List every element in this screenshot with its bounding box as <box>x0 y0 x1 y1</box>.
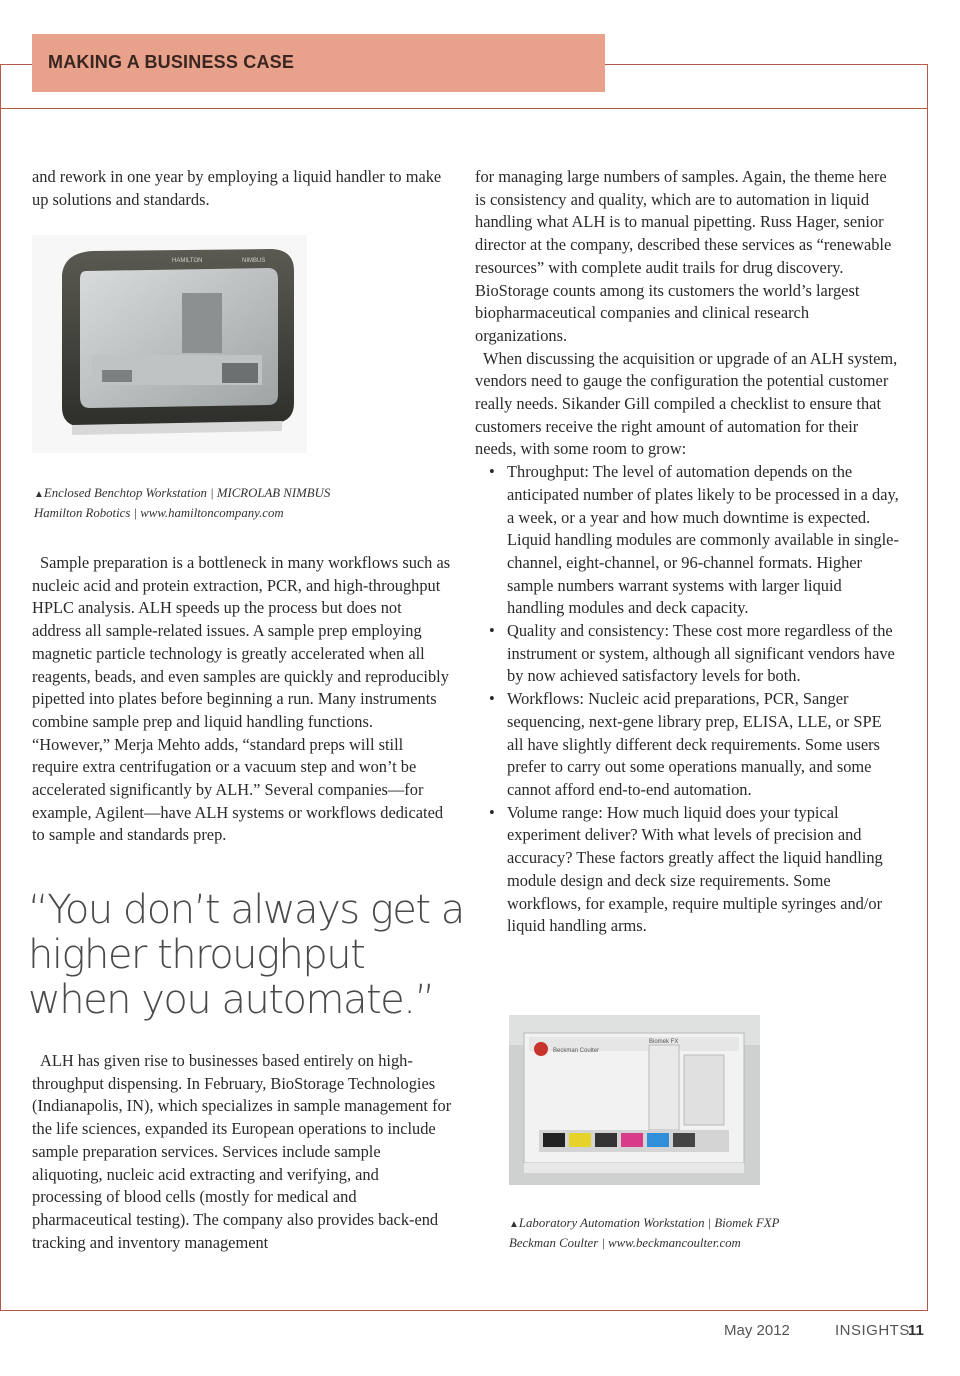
left-paragraph-2: Sample preparation is a bottleneck in many workflows such as nucleic acid and protein extraction, PCR, and high-throughput HPLC analysis. ALH speeds up the process but does not address all sample-related issues. A sample prep employing magnetic particle technology is greatly accelerated when all reagents, beads, and even samples are quickly and reproducibly pipetted into plates before beginning a run. Many instruments combine sample prep and liquid handling functions. “However,” Merja Mehto adds, “standard preps will still require extra centrifugation or a vacuum step and won’t be accelerated significantly by ALH.” Several companies—for example, Agilent—have ALH systems or workflows dedicated to sample and standards prep. <box>32 553 451 845</box>
footer-publication: INSIGHTS <box>835 1322 910 1339</box>
right-column-body <box>475 166 899 938</box>
frame-line-left <box>0 64 1 1310</box>
checklist-item-workflows: • Workflows: Nucleic acid preparations, PCR, Sanger sequencing, next-gene library prep, ELISA, LLE, or SPE all have slightly different deck requirements. Some users prefer to carry out some operations manually, and some cannot afford end-to-end automation. <box>475 688 899 802</box>
checklist-item-quality: • Quality and consistency: These cost more regardless of the instrument or system, although all significant vendors have by now achieved satisfactory levels for both. <box>475 620 899 688</box>
left-column-intro <box>32 166 452 211</box>
frame-line-right <box>927 64 928 1310</box>
checklist-item-throughput: • Throughput: The level of automation depends on the anticipated number of plates likely to be processed in a day, a week, or a year and how much downtime is expected. Liquid handling modules are commonly available in single-channel, eight-channel, or 96-channel formats. Higher sample numbers warrant systems with larger liquid handling modules and deck capacity. <box>475 461 899 620</box>
left-column-body <box>32 552 452 847</box>
brand-label: HAMILTON <box>172 258 203 264</box>
logo-icon <box>534 1042 548 1056</box>
laboratory-automation-workstation-image <box>509 1015 760 1185</box>
caption-hamilton-line1: Enclosed Benchtop Workstation | MICROLAB NIMBUS <box>43 486 331 500</box>
checklist-item-volume: • Volume range: How much liquid does your typical experiment deliver? With what levels of precision and accuracy? These factors greatly affect the liquid handling module design and deck size requirements. Some workflows, for example, require multiple syringes and/or liquid handling arms. <box>475 802 899 938</box>
caption-hamilton <box>34 484 454 522</box>
model-label: Biomek FX <box>649 1039 679 1045</box>
caption-hamilton-line2: Hamilton Robotics | www.hamiltoncompany.com <box>34 506 284 520</box>
caption-arrow-icon: ▲ <box>509 1219 519 1230</box>
model-label: NIMBUS <box>242 258 266 264</box>
liquid-handler-workstation-image <box>32 235 307 453</box>
checklist <box>475 461 899 938</box>
left-paragraph-3: ALH has given rise to businesses based entirely on high-throughput dispensing. In February, BioStorage Technologies (Indianapolis, IN), which specializes in sample management for the life sciences, expanded its European operations to include sample preparation services. Services include sample aliquoting, nucleic acid extracting and verifying, and processing of blood cells (mostly for medical and pharmaceutical testing). The company also provides back-end tracking and inventory management <box>32 1051 452 1252</box>
caption-beckman <box>509 1214 909 1252</box>
brand-label: Beckman Coulter <box>553 1048 600 1054</box>
frame-line-header-divider <box>0 108 928 109</box>
caption-beckman-line1: Laboratory Automation Workstation | Biomek FXP <box>518 1216 780 1230</box>
caption-arrow-icon: ▲ <box>34 489 44 500</box>
frame-line-top-left <box>0 64 32 65</box>
hamilton-nimbus-photo <box>32 235 307 453</box>
left-column-bottom <box>32 1050 452 1254</box>
beckman-biomek-photo <box>509 1015 760 1185</box>
section-header: MAKING A BUSINESS CASE <box>32 34 605 92</box>
footer-page-number: 11 <box>908 1322 924 1339</box>
frame-line-top-right <box>605 64 928 65</box>
right-paragraph-1: for managing large numbers of samples. Again, the theme here is consistency and quality, which are to automation in liquid handling what ALH is to manual pipetting. Russ Hager, senior director at the company, described these services as “renewable resources” with complete audit trails for drug discovery. BioStorage counts among its customers the world’s largest biopharmaceutical companies and clinical research organizations. <box>475 167 892 345</box>
footer-date: May 2012 <box>724 1322 790 1339</box>
caption-beckman-line2: Beckman Coulter | www.beckmancoulter.com <box>509 1236 741 1250</box>
left-paragraph-1: and rework in one year by employing a liquid handler to make up solutions and standards. <box>32 167 442 209</box>
frame-line-bottom <box>0 1310 928 1311</box>
pull-quote: “You don’t always get a higher throughput when you automate.” <box>28 887 464 1023</box>
right-paragraph-2: When discussing the acquisition or upgrade of an ALH system, vendors need to gauge the configuration the potential customer really needs. Sikander Gill compiled a checklist to ensure that customers receive the right amount of automation for their needs, with some room to grow: <box>475 348 898 459</box>
